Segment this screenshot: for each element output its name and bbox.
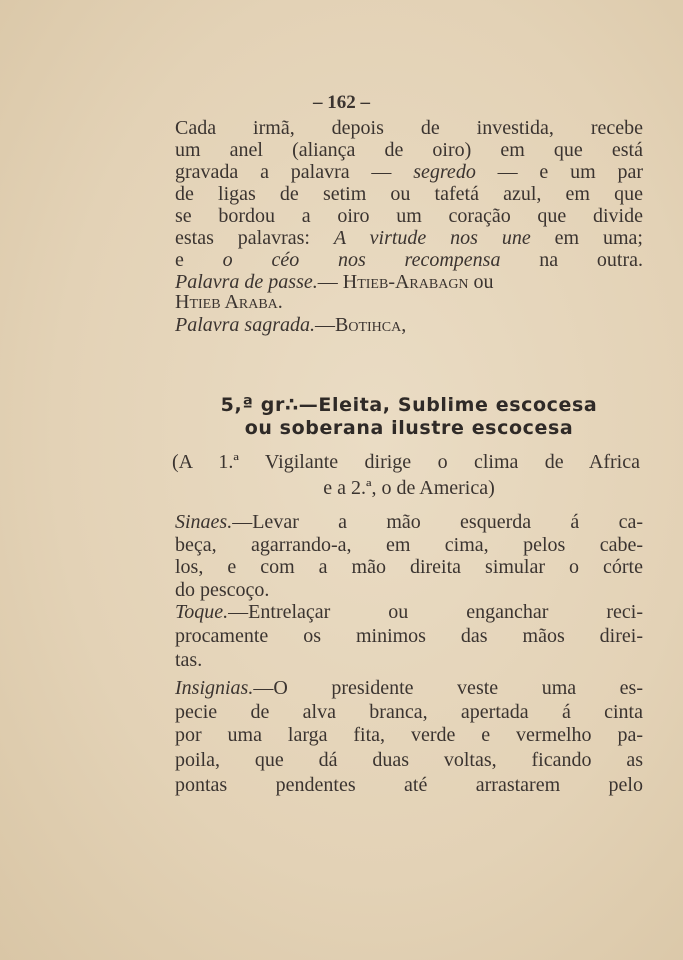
text-segment: Htieb-Arabagn <box>342 271 469 293</box>
text-segment: Toque. <box>175 601 229 623</box>
text-segment: A virtude nos une <box>333 227 531 249</box>
text-line <box>175 117 643 139</box>
text-segment: pontas pendentes até arrastarem pelo <box>175 774 643 796</box>
text-line <box>175 205 643 227</box>
text-segment: los, e com a mão direita simular o córte <box>175 556 643 578</box>
text-segment: poila, que dá duas voltas, ficando as <box>175 749 643 771</box>
text-segment: Palavra sagrada. <box>175 314 315 336</box>
text-segment: na outra. <box>500 249 643 271</box>
text-line <box>175 677 643 699</box>
text-segment: pecie de alva branca, apertada á cinta <box>175 701 643 723</box>
text-segment: e <box>175 249 223 271</box>
text-line <box>175 724 643 746</box>
text-line <box>175 183 643 205</box>
text-line <box>175 161 643 183</box>
text-line <box>175 249 643 271</box>
text-line <box>175 477 643 499</box>
text-segment: 5,ª gr∴—Eleita, Sublime escocesa <box>220 394 598 416</box>
text-segment: Cada irmã, depois de investida, recebe <box>175 117 643 139</box>
text-segment: o céo nos recompensa <box>222 249 501 271</box>
text-segment: Insignias. <box>175 677 254 699</box>
text-segment: do pescoço. <box>175 579 270 601</box>
text-line <box>175 271 643 293</box>
text-segment: um anel (aliança de oiro) em que está <box>175 139 643 161</box>
text-line <box>175 534 643 556</box>
text-line <box>175 511 643 533</box>
text-segment: tas. <box>175 649 203 671</box>
text-line <box>175 649 643 671</box>
text-segment: — e um par <box>475 161 643 183</box>
text-segment: segredo <box>413 161 476 183</box>
text-segment: Palavra de passe. <box>175 271 318 293</box>
text-line <box>175 579 643 601</box>
text-segment: em uma; <box>530 227 643 249</box>
text-segment: estas palavras: <box>175 227 334 249</box>
section-heading-line <box>175 417 643 439</box>
text-segment: Sinaes. <box>175 511 233 533</box>
text-line <box>175 701 643 723</box>
text-line <box>175 556 643 578</box>
text-segment: procamente os minimos das mãos direi- <box>175 625 643 647</box>
text-segment: ou soberana ilustre escocesa <box>244 417 574 439</box>
text-segment: por uma larga fita, verde e vermelho pa- <box>175 724 643 746</box>
text-line <box>175 139 643 161</box>
text-segment: —O presidente veste uma es- <box>253 677 643 699</box>
text-line <box>175 749 643 771</box>
text-segment: gravada a palavra — <box>175 161 414 183</box>
text-line <box>175 625 643 647</box>
text-segment: —Entrelaçar ou enganchar reci- <box>228 601 643 623</box>
text-segment: de ligas de setim ou tafetá azul, em que <box>175 183 643 205</box>
text-segment: Botihca, <box>335 314 407 336</box>
text-segment: (A 1.ª Vigilante dirige o clima de Africa <box>172 451 640 473</box>
text-segment: —Levar a mão esquerda á ca- <box>232 511 643 533</box>
text-line <box>175 291 643 313</box>
page-number: – 162 – <box>313 92 370 113</box>
text-segment: se bordou a oiro um coração que divide <box>175 205 643 227</box>
text-line <box>175 774 643 796</box>
text-segment: — <box>317 271 343 293</box>
text-line <box>175 314 643 336</box>
text-line <box>172 451 640 473</box>
text-segment: Htieb Araba. <box>175 291 283 313</box>
text-line <box>175 601 643 623</box>
text-segment: e a 2.ª, o de America) <box>323 477 495 499</box>
text-segment: — <box>315 314 335 336</box>
text-line <box>175 227 643 249</box>
text-segment: beça, agarrando-a, em cima, pelos cabe- <box>175 534 643 556</box>
section-heading-line <box>175 394 643 416</box>
text-segment: ou <box>468 271 494 293</box>
